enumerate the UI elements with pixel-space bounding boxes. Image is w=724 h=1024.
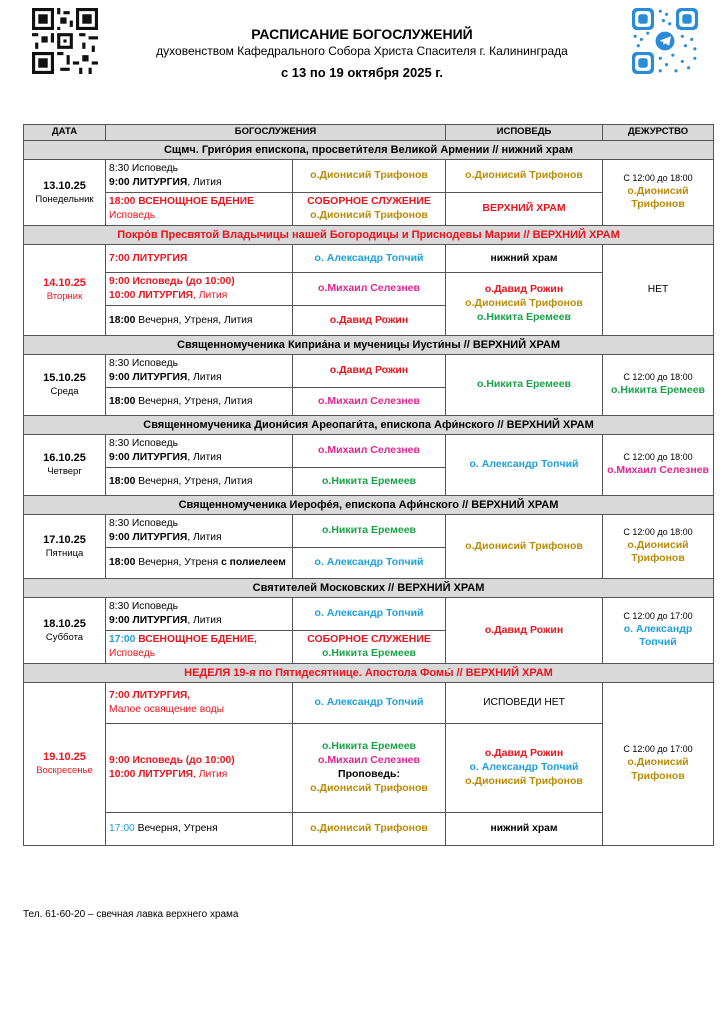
service-line: 9:00 Исповедь (до 10:00)	[109, 276, 235, 288]
service-line: 18:00 ВСЕНОЩНОЕ БДЕНИЕ	[109, 196, 254, 208]
feast-row	[24, 416, 714, 435]
duty-cell	[603, 683, 714, 846]
table-row	[24, 160, 714, 193]
date-value: 13.10.25	[43, 179, 86, 192]
feast-title: Святителей Московских // ВЕРХНИЙ ХРАМ	[24, 579, 714, 598]
date-value: 19.10.25	[43, 751, 86, 764]
feast-row	[24, 496, 714, 515]
service-line: 8:30 Исповедь	[109, 358, 178, 370]
feast-row	[24, 664, 714, 683]
priest-cell: о.Давид Рожин	[293, 306, 446, 336]
duty-time: С 12:00 до 18:00	[623, 526, 693, 537]
date-cell	[24, 683, 106, 846]
priest-line: о.Никита Еремеев	[322, 647, 416, 659]
date-cell	[24, 598, 106, 664]
service-time: 9:00 ЛИТУРГИЯ	[109, 532, 188, 543]
service-time: 18:00	[109, 475, 136, 487]
service-rest: Вечерня, Утреня, Лития	[135, 475, 253, 487]
service-line: 8:30 Исповедь	[109, 601, 178, 613]
service-cell	[106, 273, 293, 306]
date-cell	[24, 245, 106, 336]
priest-cell: о. Александр Топчий	[293, 548, 446, 579]
service-rest: , Лития	[187, 532, 222, 543]
service-cell	[106, 468, 293, 496]
priest-cell	[293, 193, 446, 226]
weekday: Вторник	[46, 291, 83, 302]
confession-line: о.Дионисий Трифонов	[465, 297, 583, 310]
weekday: Воскресенье	[36, 765, 93, 776]
confession-line: о.Никита Еремеев	[477, 310, 572, 323]
header-duty: ДЕЖУРСТВО	[603, 125, 714, 141]
service-time: 17:00	[109, 634, 136, 646]
confession-line: о.Давид Рожин	[484, 283, 564, 296]
priest-line: Проповедь:	[338, 768, 400, 780]
confession-cell: ВЕРХНИЙ ХРАМ	[446, 193, 603, 226]
date-cell	[24, 515, 106, 579]
service-cell	[106, 435, 293, 468]
service-rest: , Лития	[187, 615, 222, 626]
service-cell	[106, 813, 293, 846]
service-rest: , Лития	[187, 452, 222, 463]
service-line: 8:30 Исповедь	[109, 438, 178, 450]
confession-cell: о.Давид Рожин	[446, 598, 603, 664]
weekday: Пятница	[45, 547, 84, 559]
service-line: Исповедь	[109, 648, 156, 659]
date-value: 15.10.25	[43, 372, 86, 385]
service-cell	[106, 355, 293, 388]
date-cell	[24, 435, 106, 496]
feast-title: Священномученика Иерофе́я, епископа Афи́нского // ВЕРХНИЙ ХРАМ	[24, 496, 714, 515]
priest-cell: о.Никита Еремеев	[293, 468, 446, 496]
duty-name: о.Дионисий Трифонов	[627, 184, 689, 211]
duty-name: о. Александр Топчий	[623, 622, 693, 649]
duty-cell	[603, 515, 714, 579]
duty-time: С 12:00 до 18:00	[623, 372, 693, 383]
date-value: 14.10.25	[43, 277, 86, 290]
schedule-table	[23, 124, 714, 846]
duty-name: о.Дионисий Трифонов	[627, 756, 689, 782]
confession-line: о.Дионисий Трифонов	[465, 774, 583, 787]
duty-name: о.Никита Еремеев	[611, 384, 706, 396]
service-bold: с полиелеем	[221, 557, 286, 569]
service-rest: , Лития	[193, 290, 228, 301]
service-cell	[106, 160, 293, 193]
page-title: РАСПИСАНИЕ БОГОСЛУЖЕНИЙ	[251, 26, 473, 42]
table-row	[24, 598, 714, 631]
priest-cell: о.Михаил Селезнев	[293, 388, 446, 416]
date-value: 18.10.25	[43, 617, 86, 630]
weekday: Четверг	[47, 466, 82, 477]
date-cell	[24, 355, 106, 416]
priest-cell: о.Давид Рожин	[293, 355, 446, 388]
priest-cell: о.Михаил Селезнев	[293, 435, 446, 468]
service-line: 7:00 ЛИТУРГИЯ,	[109, 690, 191, 702]
confession-line: о. Александр Топчий	[469, 761, 579, 774]
priest-cell: о. Александр Топчий	[293, 598, 446, 631]
confession-cell	[446, 724, 603, 813]
feast-row	[24, 579, 714, 598]
duty-time: С 12:00 до 18:00	[623, 452, 693, 463]
table-header-row	[24, 125, 714, 141]
confession-cell: о.Никита Еремеев	[446, 355, 603, 416]
service-name: ВСЕНОЩНОЕ БДЕНИЕ,	[135, 634, 257, 646]
service-cell	[106, 515, 293, 548]
feast-title: Священномученика Диони́сия Ареопаги́та, епископа Афи́нского // ВЕРХНИЙ ХРАМ	[24, 416, 714, 435]
service-time: 17:00	[109, 823, 135, 835]
service-rest: , Лития	[187, 177, 222, 188]
service-cell	[106, 724, 293, 813]
date-cell	[24, 160, 106, 226]
duty-cell	[603, 160, 714, 226]
confession-cell	[446, 273, 603, 336]
footer-note: Тел. 61-60-20 – свечная лавка верхнего храма	[23, 909, 239, 920]
priest-cell: о.Никита Еремеев	[293, 515, 446, 548]
priest-cell	[293, 631, 446, 664]
service-time: 9:00 ЛИТУРГИЯ	[109, 177, 188, 188]
duty-cell	[603, 435, 714, 496]
duty-cell	[603, 355, 714, 416]
feast-row	[24, 226, 714, 245]
feast-title: Священномученика Киприа́на и мученицы Иусти́ны // ВЕРХНИЙ ХРАМ	[24, 336, 714, 355]
confession-cell: нижний храм	[446, 813, 603, 846]
priest-cell: о.Дионисий Трифонов	[293, 813, 446, 846]
date-value: 16.10.25	[43, 452, 86, 465]
priest-line: СОБОРНОЕ СЛУЖЕНИЕ	[307, 195, 431, 208]
duty-name: о.Михаил Селезнев	[607, 464, 709, 476]
priest-cell: о.Дионисий Трифонов	[293, 160, 446, 193]
service-cell	[106, 598, 293, 631]
service-time: 18:00	[109, 314, 136, 326]
page-period: с 13 по 19 октября 2025 г.	[280, 65, 444, 80]
table-row	[24, 355, 714, 388]
priest-line: о.Никита Еремеев	[322, 740, 416, 753]
header-confession: ИСПОВЕДЬ	[446, 125, 603, 141]
priest-line: СОБОРНОЕ СЛУЖЕНИЕ	[307, 633, 431, 646]
weekday: Суббота	[45, 631, 84, 643]
priest-line: о.Дионисий Трифонов	[310, 209, 428, 221]
date-value: 17.10.25	[43, 533, 86, 546]
service-time: 9:00 ЛИТУРГИЯ	[109, 615, 188, 626]
table-row	[24, 435, 714, 468]
service-line: 8:30 Исповедь	[109, 163, 178, 175]
header-services: БОГОСЛУЖЕНИЯ	[106, 125, 446, 141]
priest-cell: о. Александр Топчий	[293, 683, 446, 724]
service-rest: Вечерня, Утреня	[135, 557, 222, 569]
duty-time: С 12:00 до 18:00	[623, 172, 693, 183]
duty-cell: НЕТ	[603, 245, 714, 336]
confession-cell: нижний храм	[446, 245, 603, 273]
service-rest: , Лития	[193, 769, 228, 780]
service-line: 9:00 Исповедь (до 10:00)	[109, 755, 235, 767]
service-cell	[106, 306, 293, 336]
service-time: 10:00 ЛИТУРГИЯ	[109, 290, 194, 301]
confession-line: о.Давид Рожин	[484, 747, 564, 760]
header-date: ДАТА	[24, 125, 106, 141]
service-line: 8:30 Исповедь	[109, 518, 178, 530]
table-row	[24, 683, 714, 724]
priest-cell: о.Михаил Селезнев	[293, 273, 446, 306]
service-time: 9:00 ЛИТУРГИЯ	[109, 372, 188, 383]
duty-time: С 12:00 до 17:00	[623, 610, 693, 621]
weekday: Понедельник	[35, 193, 94, 205]
service-time: 9:00 ЛИТУРГИЯ	[109, 452, 188, 463]
confession-cell: о. Александр Топчий	[446, 435, 603, 496]
confession-cell: о.Дионисий Трифонов	[446, 515, 603, 579]
confession-cell: ИСПОВЕДИ НЕТ	[446, 683, 603, 724]
weekday: Среда	[50, 386, 79, 397]
feast-title: Покро́в Пресвятой Владычицы нашей Богородицы и Приснодевы Марии // ВЕРХНИЙ ХРАМ	[24, 226, 714, 245]
feast-title: НЕДЕЛЯ 19-я по Пятидесятнице. Апостола Фомы́ // ВЕРХНИЙ ХРАМ	[24, 664, 714, 683]
service-cell	[106, 631, 293, 664]
duty-name: о.Дионисий Трифонов	[627, 538, 689, 565]
service-time: 18:00	[109, 395, 136, 407]
service-rest: Вечерня, Утреня	[134, 823, 218, 835]
priest-line: о.Дионисий Трифонов	[310, 781, 428, 794]
service-rest: Вечерня, Утреня, Лития	[135, 395, 253, 407]
priest-cell	[293, 724, 446, 813]
table-row	[24, 515, 714, 548]
service-rest: Вечерня, Утреня, Лития	[135, 314, 253, 326]
service-cell	[106, 548, 293, 579]
page-subtitle: духовенством Кафедрального Собора Христа Спасителя г. Калининграда	[156, 44, 568, 58]
service-rest: , Лития	[187, 372, 222, 383]
service-cell: 7:00 ЛИТУРГИЯ	[106, 245, 293, 273]
service-cell	[106, 683, 293, 724]
duty-cell	[603, 598, 714, 664]
feast-title: Сщмч. Григо́рия епископа, просвети́теля Великой Армении // нижний храм	[24, 141, 714, 160]
feast-row	[24, 336, 714, 355]
service-cell	[106, 388, 293, 416]
service-line: Малое освящение воды	[109, 704, 225, 715]
service-cell	[106, 193, 293, 226]
service-line: Исповедь	[109, 210, 156, 221]
table-row	[24, 245, 714, 273]
service-time: 10:00 ЛИТУРГИЯ	[109, 769, 194, 780]
confession-cell: о.Дионисий Трифонов	[446, 160, 603, 193]
duty-time: С 12:00 до 17:00	[623, 744, 693, 755]
priest-cell: о. Александр Топчий	[293, 245, 446, 273]
feast-row	[24, 141, 714, 160]
priest-line: о.Михаил Селезнев	[318, 754, 420, 767]
service-time: 18:00	[109, 557, 136, 569]
